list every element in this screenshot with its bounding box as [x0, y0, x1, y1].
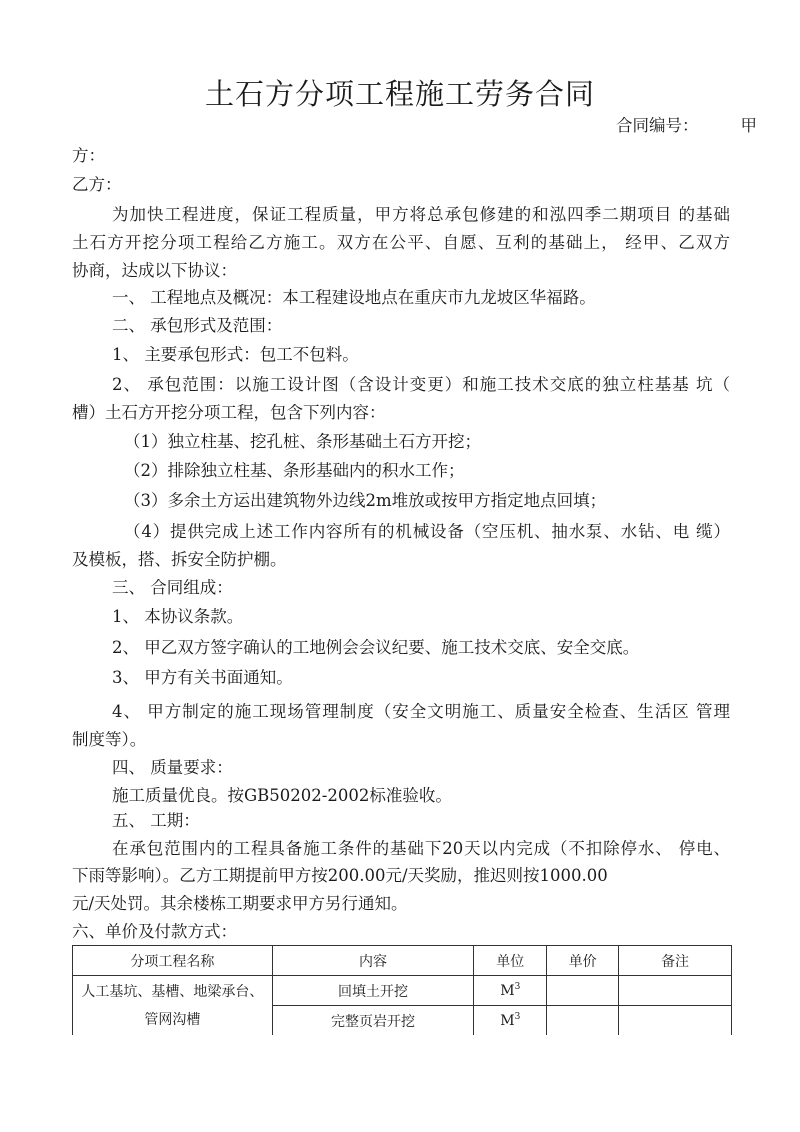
section-2-sub-1: （1）独立柱基、挖孔桩、条形基础土石方开挖； — [124, 432, 481, 451]
row-unit: $M^3$ — [474, 976, 547, 1006]
intro-line-1: 为加快工程进度，保证工程质量，甲方将总承包修建的和泓四季二期项目 的基础 — [112, 205, 730, 224]
section-3-item-1: 1、 本协议条款。 — [112, 607, 244, 626]
section-2-sub-2: （2）排除独立柱基、条形基础内的积水工作； — [124, 461, 465, 480]
section-2-item-1: 1、 主要承包形式：包工不包料。 — [112, 345, 359, 364]
row-unit-price — [547, 1006, 619, 1036]
section-5-line-3: 元/天处罚。其余楼栋工期要求甲方另行通知。 — [72, 894, 408, 913]
section-2-heading: 二、 承包形式及范围： — [112, 316, 283, 335]
section-5-line-2: 下雨等影响）。乙方工期提前甲方按200.00元/天奖励，推迟则按1000.00 — [72, 866, 608, 885]
document-title: 土石方分项工程施工劳务合同 — [204, 77, 595, 111]
row-unit-price — [547, 976, 619, 1006]
section-2-sub-4-line-2: 及模板，搭、拆安全防护棚。 — [72, 550, 287, 569]
group-name-cell — [73, 976, 273, 1036]
section-3-item-4-line-1: 4、 甲方制定的施工现场管理制度（安全文明施工、质量安全检查、生活区 管理 — [112, 702, 730, 721]
section-3-item-3: 3、 甲方有关书面通知。 — [112, 668, 293, 687]
section-3-heading: 三、 合同组成： — [112, 578, 233, 597]
section-3-item-2: 2、 甲乙双方签字确认的工地例会会议纪要、施工技术交底、安全交底。 — [112, 638, 640, 657]
party-a-label-tail: 方： — [72, 146, 105, 165]
header-note: 备注 — [619, 946, 732, 976]
row-unit: $M^3$ — [474, 1006, 547, 1036]
contract-number-label: 合同编号： 甲 — [616, 116, 757, 135]
section-5-line-1: 在承包范围内的工程具备施工条件的基础下20天以内完成（不扣除停水、 停电、 — [112, 839, 730, 858]
party-b-label: 乙方： — [72, 175, 122, 194]
section-2-sub-4-line-1: （4）提供完成上述工作内容所有的机械设备（空压机、抽水泵、水钻、电 缆） — [124, 522, 730, 541]
row-content: 完整页岩开挖 — [272, 1006, 474, 1036]
intro-line-3: 协商，达成以下协议： — [72, 261, 237, 280]
group-name-line-1: 人工基坑、基槽、地梁承台、 — [81, 983, 264, 1000]
section-5-heading: 五、 工期： — [112, 811, 200, 830]
section-6-heading: 六、单价及付款方式： — [72, 922, 237, 941]
group-name-line-2: 管网沟槽 — [144, 1011, 201, 1028]
price-table-header-row — [73, 946, 732, 976]
section-2-item-2-line-2: 槽）土石方开挖分项工程，包含下列内容： — [72, 403, 386, 422]
header-item-name: 分项工程名称 — [73, 946, 273, 976]
row-content: 回填土开挖 — [272, 976, 474, 1006]
table-row — [73, 976, 732, 1006]
section-2-sub-3: （3）多余土方运出建筑物外边线2m堆放或按甲方指定地点回填； — [124, 491, 607, 510]
section-1-location: 一、 工程地点及概况：本工程建设地点在重庆市九龙坡区华福路。 — [112, 288, 596, 307]
row-note — [619, 1006, 732, 1036]
row-note — [619, 976, 732, 1006]
header-unit-price: 单价 — [547, 946, 619, 976]
header-content: 内容 — [272, 946, 474, 976]
intro-line-2: 土石方开挖分项工程给乙方施工。双方在公平、自愿、互利的基础上， 经甲、乙双方 — [72, 233, 730, 252]
section-4-text: 施工质量优良。按GB50202-2002标准验收。 — [112, 786, 452, 805]
price-table — [72, 945, 732, 1035]
section-2-item-2-line-1: 2、 承包范围：以施工设计图（含设计变更）和施工技术交底的独立柱基基 坑（ — [112, 375, 730, 394]
section-4-heading: 四、 质量要求： — [112, 758, 233, 777]
party-a-label-head: 甲 — [740, 116, 757, 135]
section-3-item-4-line-2: 制度等）。 — [72, 730, 147, 749]
header-unit: 单位 — [474, 946, 547, 976]
